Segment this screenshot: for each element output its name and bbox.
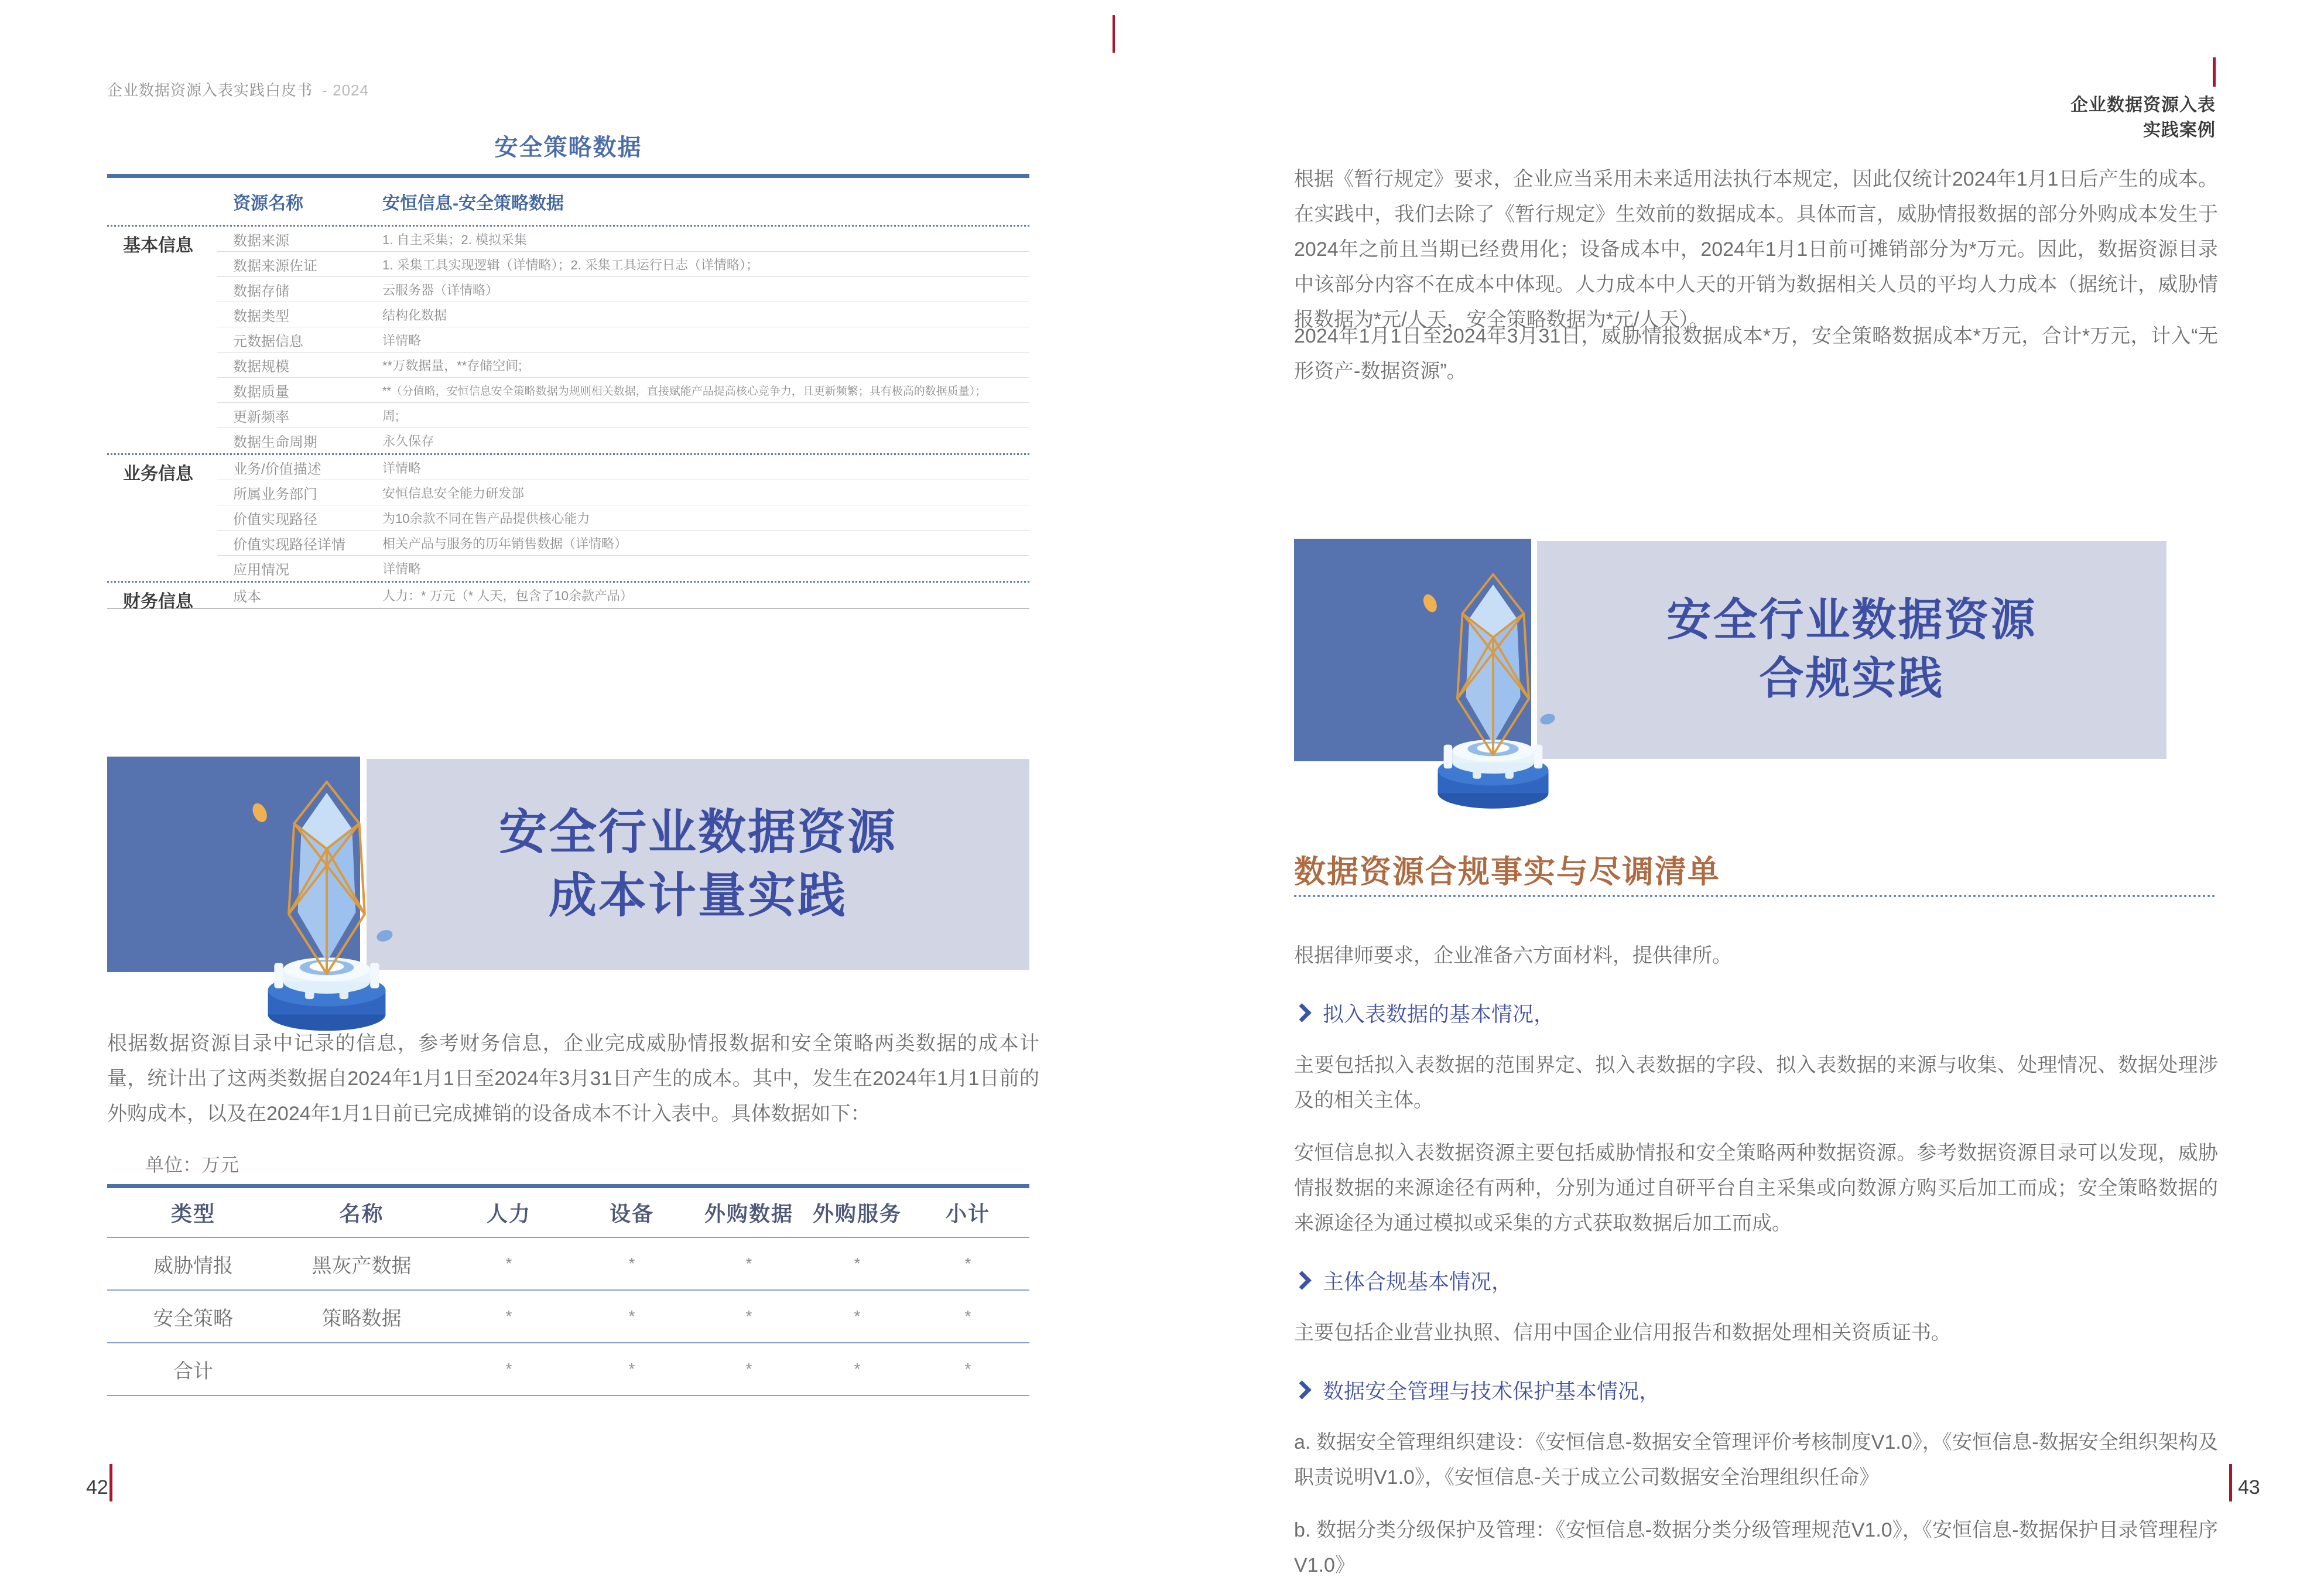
running-header-line2: 实践案例 bbox=[2143, 121, 2216, 140]
column-header: 名称 bbox=[339, 1202, 384, 1226]
row-value: 为10余款不同在售产品提供核心能力 bbox=[382, 511, 590, 526]
table-row bbox=[107, 353, 1029, 378]
bullet-item bbox=[1294, 998, 2218, 1028]
cost-table bbox=[107, 1184, 1029, 1396]
footer-red-bar bbox=[109, 1464, 112, 1501]
running-header-year: - 2024 bbox=[322, 81, 369, 99]
row-label: 数据类型 bbox=[233, 309, 289, 324]
resource-table bbox=[107, 129, 1029, 609]
footer-red-bar bbox=[2229, 1464, 2232, 1501]
table-top-rule bbox=[107, 174, 1029, 178]
table-row-total bbox=[107, 1343, 1029, 1395]
bullet-item bbox=[1294, 1265, 2218, 1295]
row-value: 详情略 bbox=[382, 562, 422, 576]
table-unit-label: 单位：万元 bbox=[145, 1154, 239, 1175]
cell: * bbox=[964, 1307, 971, 1325]
running-header-right bbox=[2070, 93, 2216, 143]
table-row bbox=[107, 252, 1029, 277]
row-label: 数据规模 bbox=[233, 359, 289, 375]
resource-name-value: 安恒信息-安全策略数据 bbox=[382, 194, 564, 213]
column-header: 外购数据 bbox=[704, 1202, 793, 1226]
cell: 合计 bbox=[173, 1360, 213, 1383]
cell: * bbox=[628, 1307, 635, 1325]
table-row bbox=[107, 1238, 1029, 1289]
column-header: 类型 bbox=[170, 1202, 215, 1226]
table-row bbox=[107, 302, 1029, 327]
cell: 威胁情报 bbox=[153, 1254, 233, 1277]
section-title: 数据资源合规事实与尽调清单 bbox=[1294, 854, 1720, 890]
row-label: 数据质量 bbox=[233, 384, 289, 400]
table-group-basic-info bbox=[107, 227, 1029, 453]
row-value: 相关产品与服务的历年销售数据（详情略） bbox=[382, 536, 628, 551]
body-paragraph: 根据《暂行规定》要求，企业应当采用未来适用法执行本规定，因此仅统计2024年1月1日后产生的成本。在实践中，我们去除了《暂行规定》生效前的数据成本。具体而言，威胁情报数据的部分外购成本发生于 2024年之前且当期已经费用化；设备成本中，2024年1月1日前可摊销部分为*万元。因此，数据资源目录中该部分内容不在成本中体现。人力成本中人天的开销为数据相关人员的平均人力成本（据统计，威胁情报数据为*元/人天，安全策略数据为*元/人天）。 bbox=[1294, 168, 2218, 331]
cell: * bbox=[745, 1360, 752, 1378]
body-paragraph: b. 数据分类分级保护及管理：《安恒信息-数据分类分级管理规范V1.0》，《安恒信息-数据保护目录管理程序V1.0》 bbox=[1294, 1519, 2218, 1576]
banner-title bbox=[1537, 591, 2166, 709]
chapter-banner-compliance bbox=[1294, 539, 2166, 761]
row-label: 所属业务部门 bbox=[233, 487, 317, 502]
section-dotted-rule bbox=[1294, 895, 2216, 897]
table-row bbox=[107, 480, 1029, 505]
cell: * bbox=[628, 1360, 635, 1378]
crystal-trophy-icon bbox=[227, 776, 426, 1049]
banner-title-line1: 安全行业数据资源 bbox=[498, 805, 897, 859]
row-value: 周; bbox=[382, 409, 399, 423]
chevron-right-icon bbox=[1292, 1003, 1312, 1022]
column-header: 小计 bbox=[945, 1202, 990, 1226]
header-red-bar bbox=[2213, 57, 2216, 87]
table-row bbox=[107, 277, 1029, 302]
group-category-label: 基本信息 bbox=[123, 236, 193, 255]
table-row bbox=[107, 327, 1029, 353]
running-header-line1: 企业数据资源入表 bbox=[2070, 95, 2216, 115]
row-label: 成本 bbox=[233, 589, 261, 605]
row-value: 1. 自主采集；2. 模拟采集 bbox=[382, 232, 527, 247]
row-value: 人力：* 万元（* 人天，包含了10余款产品） bbox=[382, 589, 633, 603]
row-value: 安恒信息安全能力研发部 bbox=[382, 486, 525, 501]
cell: * bbox=[854, 1360, 861, 1378]
group-category-label: 财务信息 bbox=[123, 592, 193, 611]
banner-title bbox=[367, 801, 1029, 928]
banner-title-line1: 安全行业数据资源 bbox=[1666, 595, 2037, 645]
table-group-business-info bbox=[107, 453, 1029, 581]
banner-title-line2: 合规实践 bbox=[1759, 654, 1945, 704]
row-value: 云服务器（详情略） bbox=[382, 283, 499, 297]
running-header-title: 企业数据资源入表实践白皮书 bbox=[107, 81, 313, 99]
body-paragraph: 主要包括拟入表数据的范围界定、拟入表数据的字段、拟入表数据的来源与收集、处理情况、数据处理涉及的相关主体。 bbox=[1294, 1054, 2218, 1111]
cell: * bbox=[628, 1254, 635, 1272]
body-paragraph: 主要包括企业营业执照、信用中国企业信用报告和数据处理相关资质证书。 bbox=[1294, 1322, 1951, 1344]
table-row bbox=[107, 1291, 1029, 1342]
table-row bbox=[107, 227, 1029, 252]
page-right bbox=[1162, 0, 2324, 1577]
cell: * bbox=[505, 1254, 512, 1272]
table-row bbox=[107, 428, 1029, 453]
cell: * bbox=[964, 1254, 971, 1272]
table-row bbox=[107, 403, 1029, 428]
row-label: 数据生命周期 bbox=[233, 435, 317, 450]
resource-table-title: 安全策略数据 bbox=[494, 135, 642, 160]
cost-table-header-row bbox=[107, 1188, 1029, 1237]
cell: 安全策略 bbox=[153, 1307, 233, 1330]
row-value: 1. 采集工具实现逻辑（详情略）；2. 采集工具运行日志（详情略）； bbox=[382, 258, 759, 272]
section-body bbox=[1294, 921, 2218, 1577]
table-row bbox=[107, 556, 1029, 581]
cell: * bbox=[854, 1254, 861, 1272]
cell: * bbox=[505, 1307, 512, 1325]
table-row bbox=[107, 531, 1029, 556]
body-paragraph: a. 数据安全管理组织建设：《安恒信息-数据安全管理评价考核制度V1.0》，《安恒信息-数据安全组织架构及职责说明V1.0》，《安恒信息-关于成立公司数据安全治理组织任命》 bbox=[1294, 1431, 2218, 1489]
row-label: 数据存储 bbox=[233, 283, 289, 299]
row-value: 详情略 bbox=[382, 461, 422, 476]
bullet-label: 拟入表数据的基本情况， bbox=[1323, 1002, 1555, 1026]
cell: * bbox=[505, 1360, 512, 1378]
table-top-rule bbox=[107, 1184, 1029, 1188]
cell: * bbox=[964, 1360, 971, 1378]
cell: 策略数据 bbox=[321, 1307, 402, 1330]
running-header-left bbox=[107, 78, 369, 100]
group-category-label: 业务信息 bbox=[123, 464, 193, 484]
row-value: 详情略 bbox=[382, 333, 422, 348]
page-number-left: 42 bbox=[86, 1476, 108, 1499]
table-row bbox=[107, 505, 1029, 531]
chevron-right-icon bbox=[1292, 1380, 1312, 1400]
table-row bbox=[107, 455, 1029, 480]
row-label: 应用情况 bbox=[233, 562, 289, 578]
bullet-item bbox=[1294, 1375, 2218, 1405]
table-row bbox=[107, 583, 1029, 608]
spine-red-tick bbox=[1113, 15, 1115, 53]
resource-name-label: 资源名称 bbox=[233, 194, 303, 213]
row-label: 价值实现路径 bbox=[233, 512, 317, 528]
cell: * bbox=[854, 1307, 861, 1325]
row-value: 永久保存 bbox=[382, 434, 434, 449]
cell: 黑灰产数据 bbox=[312, 1254, 412, 1277]
table-row bbox=[107, 378, 1029, 403]
table-rule bbox=[107, 1395, 1029, 1396]
crystal-trophy-icon bbox=[1399, 569, 1587, 821]
row-label: 数据来源佐证 bbox=[233, 258, 317, 274]
table-group-finance-info bbox=[107, 581, 1029, 611]
body-paragraph: 根据律师要求，企业准备六方面材料，提供律所。 bbox=[1294, 945, 1732, 967]
bullet-label: 主体合规基本情况， bbox=[1323, 1270, 1513, 1294]
table-bottom-rule bbox=[107, 608, 1029, 609]
row-value: **万数据量，**存储空间; bbox=[382, 358, 522, 373]
body-paragraph: 根据数据资源目录中记录的信息，参考财务信息，企业完成威胁情报数据和安全策略两类数据的成本计量，统计出了这两类数据自2024年1月1日至2024年3月31日产生的成本。其中，发生在2024年1月1日前的外购成本，以及在2024年1月1日前已完成摊销的设备成本不计入表中。具体数据如下： bbox=[107, 1032, 1039, 1125]
banner-title-line2: 成本计量实践 bbox=[548, 869, 847, 922]
row-label: 业务/价值描述 bbox=[233, 461, 321, 477]
chevron-right-icon bbox=[1292, 1271, 1312, 1290]
body-paragraph: 安恒信息拟入表数据资源主要包括威胁情报和安全策略两种数据资源。参考数据资源目录可以发现，威胁情报数据的来源途径有两种，分别为通过自研平台自主采集或向数源方购买后加工而成；安全策略数据的来源途径为通过模拟或采集的方式获取数据后加工而成。 bbox=[1294, 1142, 2218, 1234]
resource-table-header-row bbox=[107, 178, 1029, 227]
chapter-banner-cost bbox=[107, 757, 1029, 972]
row-label: 元数据信息 bbox=[233, 334, 303, 350]
column-header: 设备 bbox=[609, 1202, 654, 1226]
row-label: 数据来源 bbox=[233, 233, 289, 249]
body-paragraph: 2024年1月1日至2024年3月31日，威胁情报数据成本*万，安全策略数据成本*万元，合计*万元，计入“无形资产-数据资源”。 bbox=[1294, 325, 2218, 382]
bullet-label: 数据安全管理与技术保护基本情况， bbox=[1323, 1379, 1661, 1403]
page-number-right: 43 bbox=[2238, 1476, 2260, 1499]
column-header: 外购服务 bbox=[812, 1202, 902, 1226]
row-value: 结构化数据 bbox=[382, 308, 447, 323]
row-label: 价值实现路径详情 bbox=[233, 537, 345, 553]
row-label: 更新频率 bbox=[233, 409, 289, 425]
row-value: **（分值略，安恒信息安全策略数据为规则相关数据，直接赋能产品提高核心竞争力，且更新频繁；具有极高的数据质量）； bbox=[382, 385, 987, 398]
cell: * bbox=[745, 1307, 752, 1325]
cell: * bbox=[745, 1254, 752, 1272]
column-header: 人力 bbox=[486, 1202, 531, 1226]
